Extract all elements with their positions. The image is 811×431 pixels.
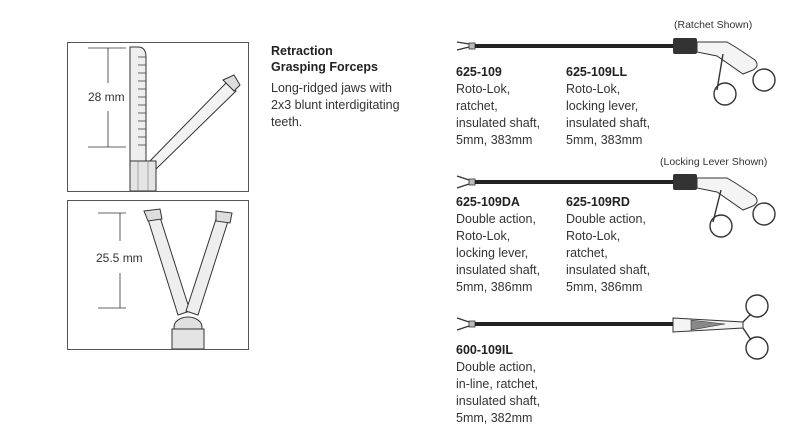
section-description <box>271 80 400 131</box>
product-spec-line: insulated shaft, <box>456 263 541 277</box>
product-spec-line: ratchet, <box>566 246 608 260</box>
product-spec-line: locking lever, <box>456 246 529 260</box>
product-spec-line: locking lever, <box>566 99 639 113</box>
product-code: 625-109LL <box>566 65 628 79</box>
product-spec-line: insulated shaft, <box>456 116 541 130</box>
product-spec-line: Double action, <box>456 212 536 226</box>
section-title-line-2: Grasping Forceps <box>271 60 378 74</box>
ratchet-shown-note: (Ratchet Shown) <box>674 19 753 31</box>
locking-lever-shown-note: (Locking Lever Shown) <box>660 156 768 168</box>
product-spec-line: 5mm, 386mm <box>566 280 643 294</box>
product-600-109IL <box>456 342 540 427</box>
product-625-109 <box>456 64 540 149</box>
product-spec-line: 5mm, 382mm <box>456 411 533 425</box>
product-code: 625-109DA <box>456 195 520 209</box>
product-spec-line: 5mm, 383mm <box>566 133 643 147</box>
jaw-detail-view-1 <box>67 42 249 192</box>
jaw-length-measurement-1: 28 mm <box>88 90 125 104</box>
product-code: 600-109IL <box>456 343 513 357</box>
product-spec-line: 5mm, 383mm <box>456 133 533 147</box>
product-625-109LL <box>566 64 650 149</box>
description-line: 2x3 blunt interdigitating <box>271 98 400 112</box>
product-spec-line: insulated shaft, <box>456 394 541 408</box>
single-action-jaw-illustration <box>68 43 248 191</box>
description-line: teeth. <box>271 115 303 129</box>
product-spec-line: insulated shaft, <box>566 263 651 277</box>
product-spec-line: Double action, <box>566 212 646 226</box>
section-title <box>271 43 378 75</box>
jaw-detail-view-2 <box>67 200 249 350</box>
section-title-line-1: Retraction <box>271 44 333 58</box>
product-spec-line: Double action, <box>456 360 536 374</box>
product-spec-line: insulated shaft, <box>566 116 651 130</box>
description-line: Long-ridged jaws with <box>271 81 392 95</box>
product-625-109RD <box>566 194 650 296</box>
product-spec-line: Roto-Lok, <box>456 229 511 243</box>
product-spec-line: 5mm, 386mm <box>456 280 533 294</box>
jaw-length-measurement-2: 25.5 mm <box>96 251 143 265</box>
double-action-jaw-illustration <box>68 201 248 349</box>
product-spec-line: ratchet, <box>456 99 498 113</box>
product-spec-line: Roto-Lok, <box>566 82 621 96</box>
product-spec-line: Roto-Lok, <box>456 82 511 96</box>
product-code: 625-109 <box>456 65 502 79</box>
product-code: 625-109RD <box>566 195 630 209</box>
product-spec-line: in-line, ratchet, <box>456 377 538 391</box>
product-625-109DA <box>456 194 540 296</box>
product-spec-line: Roto-Lok, <box>566 229 621 243</box>
